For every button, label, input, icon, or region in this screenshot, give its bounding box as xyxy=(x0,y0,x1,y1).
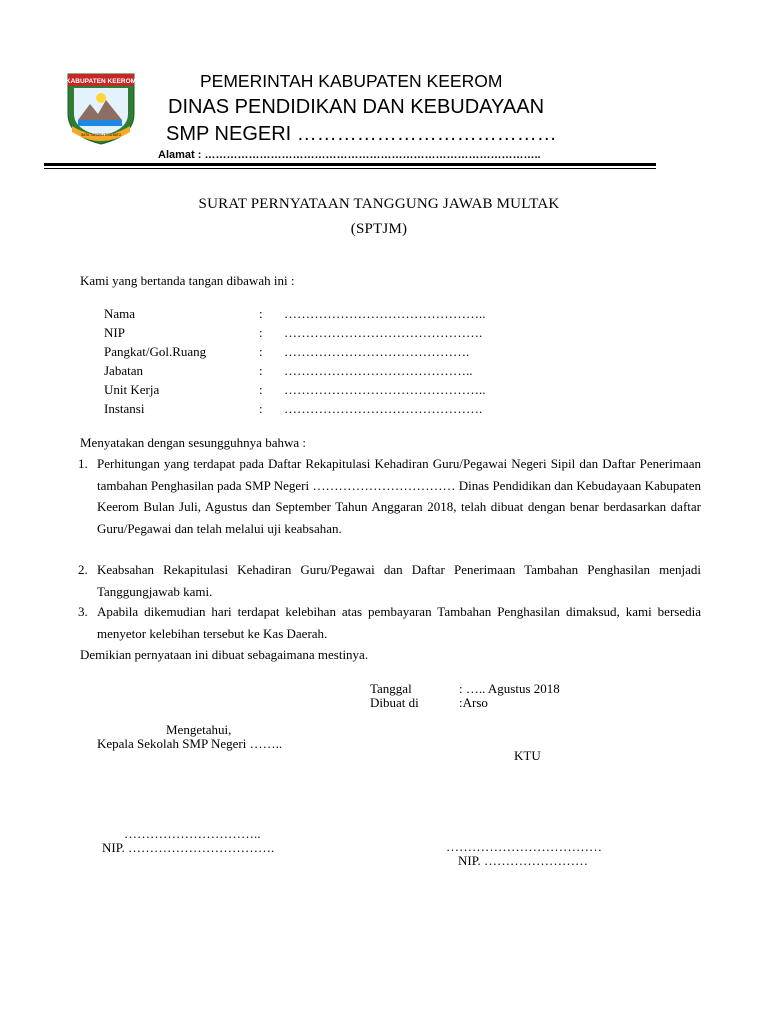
field-row xyxy=(0,325,768,343)
field-colon: : xyxy=(259,306,263,321)
signature-right-name: ……………………………… xyxy=(446,839,602,854)
field-row xyxy=(0,382,768,400)
field-value: …………………………………….. xyxy=(284,363,473,378)
field-colon: : xyxy=(259,382,263,397)
document-title: SURAT PERNYATAAN TANGGUNG JAWAB MULTAK xyxy=(198,196,560,212)
signature-left-nip: NIP. ……………………………. xyxy=(102,840,275,855)
dibuat-label: Dibuat di xyxy=(370,695,419,710)
field-row xyxy=(0,401,768,419)
tanggal-label: Tanggal xyxy=(370,681,412,696)
field-value: ……………………………………….. xyxy=(284,306,486,321)
list-number: 1. xyxy=(78,456,88,471)
letterhead-divider-thin xyxy=(44,168,656,169)
field-row xyxy=(0,344,768,362)
letterhead-government: PEMERINTAH KABUPATEN KEEROM xyxy=(200,71,503,91)
signature-left-name: ………………………….. xyxy=(124,826,261,841)
field-colon: : xyxy=(259,325,263,340)
field-value: ………………………………………. xyxy=(284,325,483,340)
dibuat-value: :Arso xyxy=(459,695,488,710)
signature-ktu: KTU xyxy=(514,748,541,763)
field-colon: : xyxy=(259,401,263,416)
letterhead-address: Alamat : ……………………………………………………………………………….. xyxy=(158,149,541,161)
field-label: NIP xyxy=(104,325,125,340)
document-subtitle: (SPTJM) xyxy=(350,221,408,237)
field-label: Jabatan xyxy=(104,363,143,378)
field-label: Instansi xyxy=(104,401,145,416)
field-colon: : xyxy=(259,344,263,359)
field-value: ……………………………………….. xyxy=(284,382,486,397)
kabupaten-keerom-logo xyxy=(64,70,138,146)
statement-intro: Menyatakan dengan sesungguhnya bahwa : xyxy=(80,435,306,450)
letterhead-divider-thick xyxy=(44,163,656,166)
field-value: ……………………………………. xyxy=(284,344,470,359)
letterhead-department: DINAS PENDIDIKAN DAN KEBUDAYAAN xyxy=(168,96,545,118)
list-item: Keabsahan Rekapitulasi Kehadiran Guru/Pegawai dan Daftar Penerimaan Tambahan Penghasilan menjadi Tanggungjawab kami. xyxy=(97,562,701,599)
signature-mengetahui: Mengetahui, xyxy=(166,722,232,737)
signature-kepala-sekolah: Kepala Sekolah SMP Negeri …….. xyxy=(97,736,283,751)
field-colon: : xyxy=(259,363,263,378)
field-value: ………………………………………. xyxy=(284,401,483,416)
field-row xyxy=(0,306,768,324)
field-row xyxy=(0,363,768,381)
signature-right-nip: NIP. …………………… xyxy=(458,853,589,868)
svg-text:SATU TUNGKU TIGA BATU: SATU TUNGKU TIGA BATU xyxy=(81,133,121,137)
list-number: 3. xyxy=(78,604,88,619)
letterhead-school: SMP NEGERI ………………………………… xyxy=(166,123,557,145)
tanggal-value: : ….. Agustus 2018 xyxy=(459,681,560,696)
field-label: Pangkat/Gol.Ruang xyxy=(104,344,207,359)
field-label: Unit Kerja xyxy=(104,382,160,397)
intro-text: Kami yang bertanda tangan dibawah ini : xyxy=(80,273,295,288)
closing-statement: Demikian pernyataan ini dibuat sebagaimana mestinya. xyxy=(80,647,369,662)
field-label: Nama xyxy=(104,306,136,321)
list-item: Apabila dikemudian hari terdapat kelebihan atas pembayaran Tambahan Penghasilan dimaksud, kami bersedia menyetor kelebihan tersebut ke Kas Daerah. xyxy=(97,604,701,641)
list-number: 2. xyxy=(78,562,88,577)
svg-text:KABUPATEN KEEROM: KABUPATEN KEEROM xyxy=(65,78,137,85)
list-item: Perhitungan yang terdapat pada Daftar Rekapitulasi Kehadiran Guru/Pegawai Negeri Sipil dan Daftar Penerimaan tambahan Penghasilan pada SMP Negeri …………………………… Dinas Pendidikan dan Kebudayaan Kabupaten Keerom Bulan Juli, Agustus dan September Tahun Anggaran 2018, telah dibuat dengan benar berdasarkan daftar Guru/Pegawai dan telah melalui uji keabsahan. xyxy=(97,456,701,536)
